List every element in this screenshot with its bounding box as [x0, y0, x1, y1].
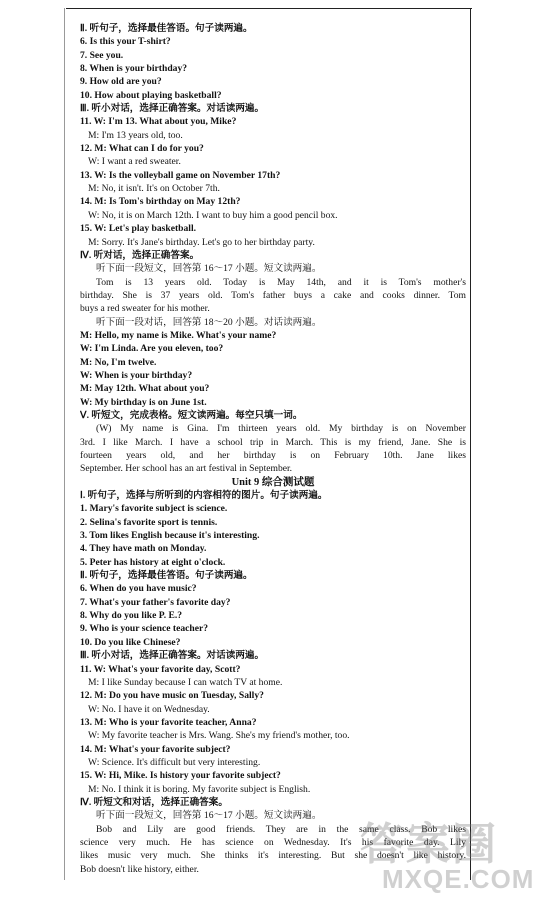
text-line: 听下面一段对话，回答第 18～20 小题。对话读两遍。 [96, 316, 322, 328]
text-line: M: No. I think it is boring. My favorite subject is English. [88, 783, 311, 795]
text-line: 15. W: Hi, Mike. Is history your favorite subject? [80, 770, 281, 782]
text-line: Ⅴ. 听短文，完成表格。短文读两遍。每空只填一词。 [80, 409, 303, 421]
text-line: M: I'm 13 years old, too. [88, 129, 183, 141]
text-line: 14. M: What's your favorite subject? [80, 743, 231, 755]
text-line: Tom is 13 years old. Today is May 14th, and it is Tom's mother's [96, 276, 466, 288]
text-line: 12. M: Do you have music on Tuesday, Sally? [80, 690, 264, 702]
text-line: 11. W: What's your favorite day, Scott? [80, 663, 241, 675]
text-line: W: Science. It's difficult but very interesting. [88, 756, 261, 768]
text-line: W: When is your birthday? [80, 369, 193, 381]
text-line: 9. How old are you? [80, 76, 162, 88]
text-line: 12. M: What can I do for you? [80, 143, 204, 155]
text-line: (W) My name is Gina. I'm thirteen years old. My birthday is on November [96, 423, 466, 435]
text-line: 14. M: Is Tom's birthday on May 12th? [80, 196, 241, 208]
text-line: W: My birthday is on June 1st. [80, 396, 207, 408]
text-line: Ⅱ. 听句子，选择最佳答语。句子读两遍。 [80, 570, 253, 582]
text-line: 10. Do you like Chinese? [80, 636, 181, 648]
text-line: buys a red sweater for his mother. [80, 303, 210, 315]
text-line: Ⅰ. 听句子，选择与所听到的内容相符的图片。句子读两遍。 [80, 490, 328, 502]
text-line: W: I want a red sweater. [88, 156, 181, 168]
watermark-main-text: 答案圈 [360, 820, 498, 869]
text-line: 3rd. I like March. I have a school trip in March. This is my friend, Jane. She is [80, 436, 466, 448]
text-line: M: Hello, my name is Mike. What's your name? [80, 329, 277, 341]
text-line: 8. Why do you like P. E.? [80, 610, 183, 622]
text-line: September. Her school has an art festival in September. [80, 463, 293, 475]
watermark-logo [360, 808, 558, 898]
text-line: Ⅲ. 听小对话，选择正确答案。对话读两遍。 [80, 103, 265, 115]
text-line: W: No, it is on March 12th. I want to buy him a good pencil box. [88, 209, 338, 221]
text-line: Unit 9 综合测试题 [231, 476, 315, 488]
text-line: M: No, it isn't. It's on October 7th. [88, 183, 220, 195]
text-line: W: My favorite teacher is Mrs. Wang. She's my friend's mother, too. [88, 730, 350, 742]
text-line: W: I'm Linda. Are you eleven, too? [80, 343, 224, 355]
text-line: Bob doesn't like history, either. [80, 863, 199, 875]
text-line: likes music very much. She thinks it's interesting. But she doesn't like history. [80, 850, 466, 862]
text-line: 2. Selina's favorite sport is tennis. [80, 516, 218, 528]
text-line: 13. W: Is the volleyball game on November 17th? [80, 169, 281, 181]
text-line: fourteen years old, and her birthday is on February 10th. Jane likes [80, 450, 466, 461]
text-line: 1. Mary's favorite subject is science. [80, 503, 228, 515]
text-line: 听下面一段短文，回答第 16～17 小题。短文读两遍。 [96, 810, 322, 822]
page-border-left [64, 8, 65, 880]
text-line: W: No. I have it on Wednesday. [88, 703, 210, 715]
text-line: M: No, I'm twelve. [80, 356, 157, 368]
text-line: Ⅳ. 听短文和对话，选择正确答案。 [80, 796, 228, 808]
text-line: 7. See you. [80, 49, 124, 61]
text-line: Bob and Lily are good friends. They are in the same class. Bob likes [96, 823, 466, 835]
page-border-right [470, 8, 471, 880]
text-line: 9. Who is your science teacher? [80, 623, 209, 635]
document-text [80, 22, 466, 876]
text-line: 6. Is this your T-shirt? [80, 36, 171, 48]
text-line: 7. What's your father's favorite day? [80, 596, 231, 608]
text-line: Ⅳ. 听对话，选择正确答案。 [80, 249, 200, 261]
text-line: 13. M: Who is your favorite teacher, Anna? [80, 716, 257, 728]
text-line: 6. When do you have music? [80, 583, 197, 595]
text-line: M: May 12th. What about you? [80, 383, 210, 395]
text-line: 3. Tom likes English because it's interesting. [80, 530, 260, 542]
text-line: Ⅱ. 听句子，选择最佳答语。句子读两遍。 [80, 23, 253, 34]
text-line: birthday. She is 37 years old. Tom's father buys a cake and cooks dinner. Tom [80, 289, 466, 301]
page-border-top [66, 8, 472, 9]
text-line: 4. They have math on Monday. [80, 543, 207, 555]
text-line: 5. Peter has history at eight o'clock. [80, 556, 226, 568]
text-line: 15. W: Let's play basketball. [80, 223, 197, 235]
watermark-url-text: MXQE.COM [382, 864, 535, 894]
text-line: 11. W: I'm 13. What about you, Mike? [80, 116, 237, 128]
text-line: 听下面一段短文，回答第 16～17 小题。短文读两遍。 [96, 263, 322, 275]
text-line: M: I like Sunday because I can watch TV at home. [88, 676, 283, 688]
text-line: science very much. He has science on Wednesday. It's his favorite day. Lily [80, 836, 466, 848]
text-line: 8. When is your birthday? [80, 63, 188, 75]
text-line: M: Sorry. It's Jane's birthday. Let's go to her birthday party. [88, 236, 315, 248]
text-line: 10. How about playing basketball? [80, 89, 222, 101]
text-line: Ⅲ. 听小对话，选择正确答案。对话读两遍。 [80, 650, 265, 662]
